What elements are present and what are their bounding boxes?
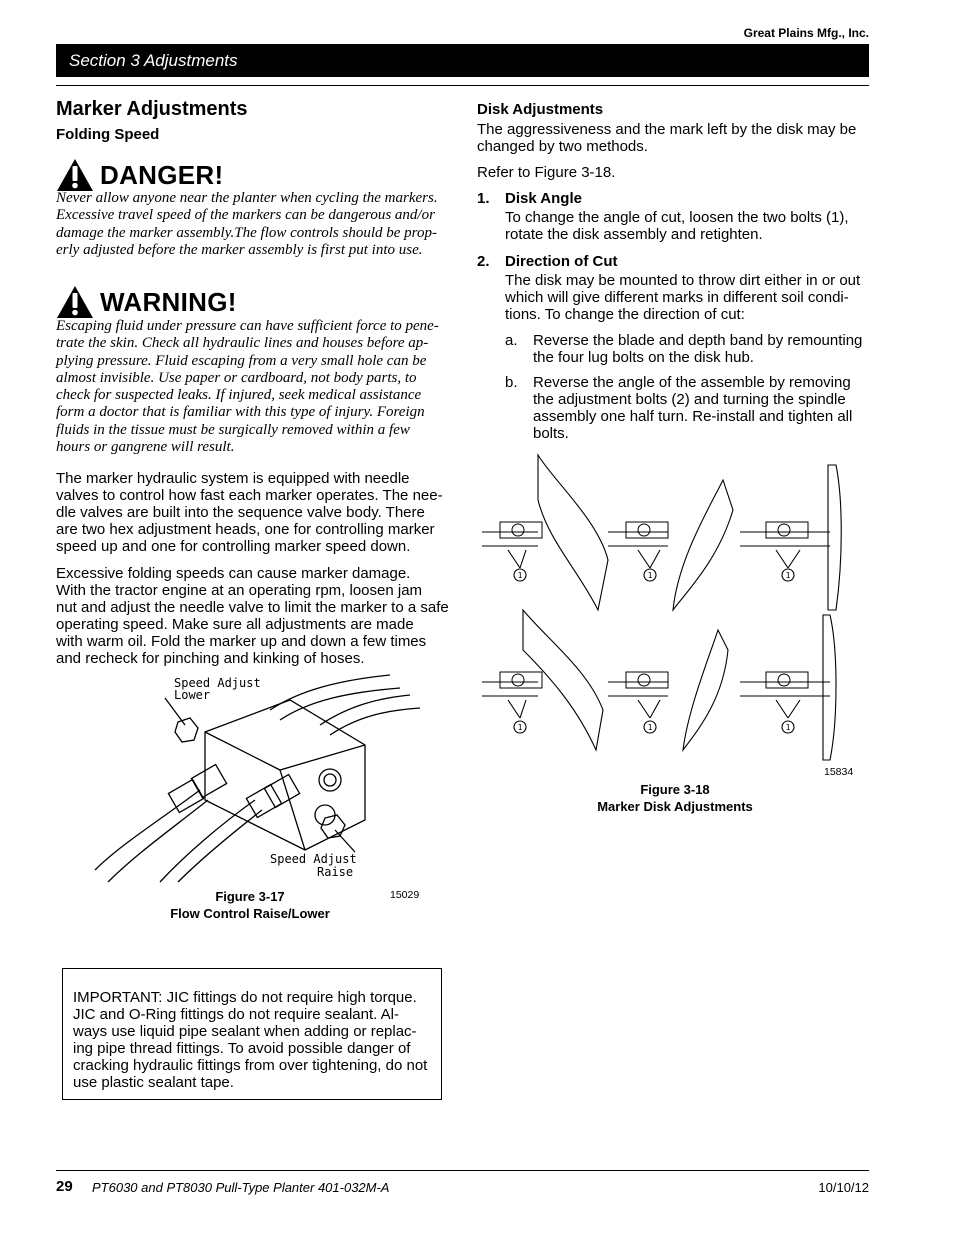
step-2b: b. Reverse the angle of the assemble by removing the adjustment bolts (2) and turning the spindle assembly one half turn. Re-install and tighten all bolts.	[505, 374, 853, 442]
page-number: 29	[56, 1178, 73, 1195]
step-direction-of-cut: 2. Direction of Cut The disk may be mounted to throw dirt either in or out which will give different marks in different soil condi- tions. To change the direction of cut: a. Reverse the blade and depth band by remounting the four lug bolts on the disk hub. b. Reverse the angle of the assemble by removing the adjustment bolts (2) and turning the spindle assembly one half turn. Re-install and tighten all bolts.	[477, 253, 872, 450]
figure-3-17-number: 15029	[390, 889, 420, 901]
figure-3-18-illustration	[478, 450, 870, 770]
footer-divider	[56, 1170, 869, 1171]
disk-intro: The aggressiveness and the mark left by the disk may be changed by two methods.	[477, 121, 857, 155]
heading-disk-adjustments: Disk Adjustments	[477, 101, 604, 118]
revision-date: 10/10/12	[818, 1180, 869, 1195]
warning-heading	[56, 285, 237, 319]
callout-1: 1	[517, 571, 523, 580]
warning-text: Escaping fluid under pressure can have sufficient force to pene- trate the skin. Check all hydraulic lines and houses before ap- plying pressure. Fluid escaping from a very small hole can be almost invisible. Use paper or cardboard, not body parts, to check for suspected leaks. If injured, seek medical assistance form a doctor that is familiar with this type of injury. Foreign fluids in the tissue must be surgically removed within a few hours or gangrene will result.	[56, 318, 439, 456]
important-note-box	[62, 968, 442, 1100]
label-speed-adjust-lower-2: Lower	[174, 688, 211, 702]
warning-triangle-icon	[56, 285, 94, 319]
step-disk-angle: 1. Disk Angle To change the angle of cut, loosen the two bolts (1), rotate the disk assembly and retighten.	[477, 190, 849, 243]
callout-1: 1	[647, 723, 653, 732]
refer-figure: Refer to Figure 3-18.	[477, 164, 616, 181]
danger-title: DANGER!	[100, 159, 224, 190]
label-speed-adjust-lower-1: Speed Adjust	[174, 676, 261, 690]
figure-3-18-number: 15834	[824, 766, 854, 778]
figure-3-18-caption: Figure 3-18 Marker Disk Adjustments	[597, 782, 753, 814]
danger-text: Never allow anyone near the planter when cycling the markers. Excessive travel speed of the markers can be dangerous and/or damage the marker assembly.The flow controls should be prop- erly adjusted before the marker assembly is first put into use.	[56, 190, 438, 258]
section-title: Section 3 Adjustments	[69, 51, 238, 70]
callout-1: 1	[647, 571, 653, 580]
label-speed-adjust-raise-1: Speed Adjust	[270, 852, 357, 866]
page-title: Marker Adjustments	[56, 98, 248, 120]
callout-1: 1	[785, 571, 791, 580]
warning-title: WARNING!	[100, 286, 237, 317]
document-title: PT6030 and PT8030 Pull-Type Planter 401-032M-A	[92, 1180, 390, 1195]
figure-3-17-illustration	[90, 670, 460, 885]
subheading-folding-speed: Folding Speed	[56, 126, 160, 143]
callout-1: 1	[785, 723, 791, 732]
step-2a: a. Reverse the blade and depth band by remounting the four lug bolts on the disk hub.	[505, 332, 863, 366]
paragraph-folding-speeds: Excessive folding speeds can cause marker damage. With the tractor engine at an operating rpm, loosen jam nut and adjust the needle valve to limit the marker to a safe operating speed. Make sure all adjustments are made with warm oil. Fold the marker up and down a few times and recheck for pinching and kinking of hoses.	[56, 565, 449, 667]
section-header-bar	[56, 44, 869, 77]
important-note-text: IMPORTANT: JIC fittings do not require high torque. JIC and O-Ring fittings do not require sealant. Al- ways use liquid pipe sealant when adding or replac- ing pipe thread fittings. To avoid possible danger of cracking hydraulic fittings from over tightening, do not use plastic sealant tape.	[73, 989, 428, 1091]
danger-triangle-icon	[56, 158, 94, 192]
divider	[56, 85, 869, 86]
paragraph-needle-valves: The marker hydraulic system is equipped with needle valves to control how fast each marker operates. The nee- dle valves are built into the sequence valve body. There are two hex adjustment heads, one for controlling marker speed up and one for controlling marker speed down.	[56, 470, 443, 555]
label-speed-adjust-raise-2: Raise	[317, 865, 354, 879]
figure-3-17-caption: Figure 3-17 Flow Control Raise/Lower	[170, 889, 330, 921]
company-name: Great Plains Mfg., Inc.	[743, 26, 869, 40]
callout-1: 1	[517, 723, 523, 732]
danger-heading	[56, 158, 223, 192]
